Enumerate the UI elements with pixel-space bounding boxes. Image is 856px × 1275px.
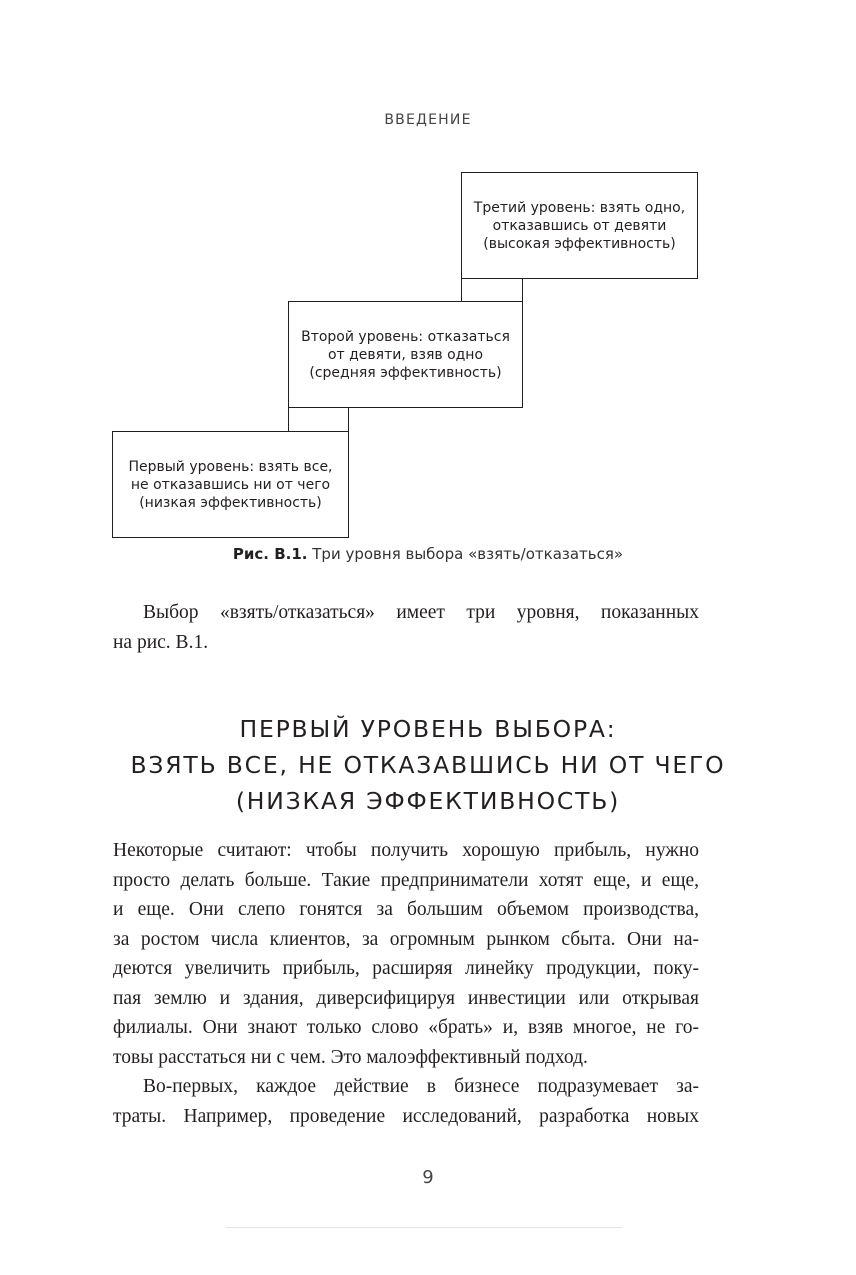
level-2-line-2: от девяти, взяв одно (327, 346, 484, 363)
intro-line: на рис. В.1. (113, 631, 209, 653)
level-1-line-1: Первый уровень: взять все, (128, 458, 333, 475)
paragraph-line: филиалы. Они знают только слово «брать» и, взяв многое, не го- (113, 1017, 699, 1038)
level-1-box (112, 431, 349, 538)
paragraph-line: Во-первых, каждое действие в бизнесе подразумевает за- (143, 1076, 699, 1097)
figure-caption-label: Рис. В.1. (232, 545, 308, 563)
section-heading-line: ПЕРВЫЙ УРОВЕНЬ ВЫБОРА: (239, 715, 617, 743)
level-1-line-2: не отказавшись ни от чего (130, 476, 331, 493)
level-3-line-1: Третий уровень: взять одно, (473, 199, 686, 216)
paragraph-line: товы расстаться ни с чем. Это малоэффективный подход. (113, 1046, 588, 1068)
footer-divider (226, 1227, 622, 1228)
running-head: ВВЕДЕНИЕ (384, 112, 472, 128)
connector-level-2-3 (461, 278, 523, 302)
paragraph-line: и еще. Они слепо гонятся за большим объемом производства, (113, 899, 699, 920)
paragraph-line: пая землю и здания, диверсифицируя инвестиции или открывая (113, 987, 699, 1009)
connector-level-1-2 (288, 407, 349, 432)
paragraph-line: за ростом числа клиентов, за огромным рынком сбыта. Они на- (113, 928, 699, 950)
figure-caption (0, 545, 856, 563)
level-2-box (288, 301, 523, 408)
paragraph-line: траты. Например, проведение исследований, разработка новых (113, 1105, 699, 1127)
page-number: 9 (422, 1167, 434, 1188)
paragraph-line: Некоторые считают: чтобы получить хорошую прибыль, нужно (113, 840, 699, 861)
figure-caption-text: Три уровня выбора «взять/отказаться» (312, 545, 624, 563)
body-paragraph-2 (113, 1072, 699, 1131)
level-2-line-1: Второй уровень: отказаться (301, 328, 510, 345)
body-paragraph-1 (113, 836, 699, 1072)
section-heading-line: (НИЗКАЯ ЭФФЕКТИВНОСТЬ) (235, 787, 621, 815)
level-3-line-3: (высокая эффективность) (483, 235, 676, 252)
section-heading-line: ВЗЯТЬ ВСЕ, НЕ ОТКАЗАВШИСЬ НИ ОТ ЧЕГО (130, 751, 726, 779)
intro-line: Выбор «взять/отказаться» имеет три уровня, показанных (143, 602, 699, 623)
paragraph-line: деются увеличить прибыль, расширяя линейку продукции, поку- (113, 958, 699, 979)
intro-paragraph (113, 598, 699, 657)
level-3-box (461, 172, 698, 279)
level-1-line-3: (низкая эффективность) (139, 494, 322, 511)
section-heading (0, 711, 856, 819)
level-2-line-3: (средняя эффективность) (309, 364, 502, 381)
paragraph-line: просто делать больше. Такие предприниматели хотят еще, и еще, (113, 869, 699, 891)
level-3-line-2: отказавшись от девяти (492, 217, 667, 234)
